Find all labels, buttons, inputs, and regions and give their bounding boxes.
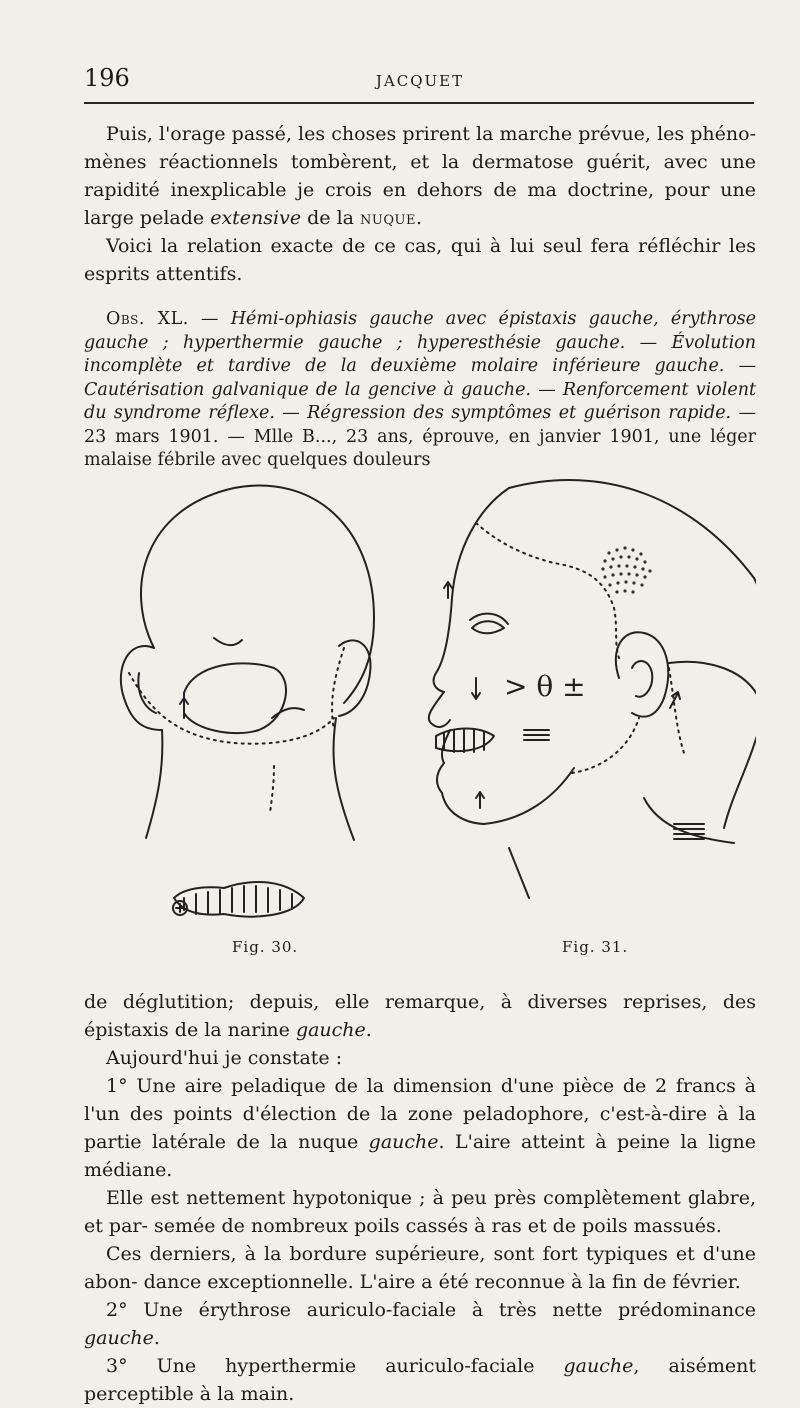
paragraph-hypotonic (84, 1184, 756, 1240)
fig31-hatch-jaw (524, 730, 549, 740)
fig31-dotted-lines (476, 523, 684, 773)
fig31-eye (472, 621, 504, 633)
italic-word: extensive (210, 207, 302, 229)
text-fragment: de la narine (174, 1019, 296, 1041)
page-number: 196 (84, 64, 130, 92)
observation-date: — 23 mars 1901. — Mlle B..., 23 ans, (84, 403, 756, 447)
italic-word: gauche (84, 1327, 154, 1349)
fig30-hairline-mark (214, 638, 242, 645)
paragraph-storm (84, 120, 756, 232)
fig30-left-ear (121, 646, 162, 730)
text-fragment: 3° Une hyperthermie auriculo-faciale (106, 1355, 564, 1377)
paragraph-point1 (84, 1072, 756, 1184)
text-fragment: . (415, 207, 423, 229)
text-line: main. (240, 1383, 295, 1405)
observation-heading (84, 308, 756, 473)
fig31-skull-outline (509, 480, 756, 828)
fig30-neck-left (146, 730, 162, 838)
text-line: 1° Une aire peladique de la dimension d'une pièce de 2 francs à l'un des (84, 1075, 756, 1125)
fig31-ear-inner (632, 661, 652, 697)
fig30-teeth (173, 882, 304, 917)
text-line: rapidité inexplicable je crois en dehors de ma doctrine, pour une (84, 179, 756, 201)
text-line: Ces derniers, à la bordure supérieure, sont fort typiques et d'une abon- (84, 1243, 756, 1293)
figures-drawing (84, 468, 756, 968)
fig30-neck-right (333, 718, 354, 840)
paragraph-point2 (84, 1296, 756, 1352)
smallcaps-word: nuque (360, 207, 416, 229)
figures-area (84, 468, 756, 968)
observation-label: Obs. XL. (106, 309, 189, 329)
text-line: Aujourd'hui je constate : (106, 1047, 343, 1069)
fig31-cheek-arrow-icon (472, 678, 480, 699)
italic-word: gauche (295, 1019, 366, 1041)
fig31-alopecia-patch (601, 546, 651, 593)
observation-body-line: éprouve, en janvier 1901, une léger malaise fébrile avec quelques douleurs (84, 426, 756, 470)
text-line: de déglutition; depuis, elle remarque, à diverses reprises, des épistaxis (84, 991, 756, 1041)
header-rule (84, 102, 754, 104)
paragraph-point3 (84, 1352, 756, 1408)
figure-31-caption: Fig. 31. (562, 938, 629, 956)
text-line: large pelade (84, 207, 211, 229)
text-line: Puis, l'orage passé, les choses prirent la marche prévue, les phéno- (106, 123, 756, 145)
text-line: Voici la relation exacte de ce cas, qui à lui seul fera réfléchir les (106, 235, 756, 257)
text-line: esprits attentifs. (84, 263, 243, 285)
running-title: JACQUET (375, 72, 465, 90)
fig30-alopecia-area (184, 663, 286, 733)
fig31-jaw (484, 768, 574, 824)
observation-block (84, 308, 756, 473)
text-fragment: 2° Une érythrose auriculo-faciale à très nette prédominance (106, 1299, 756, 1321)
continuation-text (84, 988, 756, 1408)
observation-title-line: de la deuxième molaire inférieure gauche. — Cautérisation galvanique de la (84, 356, 756, 400)
text-fragment: la nuque (270, 1131, 369, 1153)
paragraph-deglutition (84, 988, 756, 1044)
observation-title-line: hyperthermie gauche ; hyperesthésie gauche. — Évolution incomplète et tardive (84, 332, 756, 376)
fig31-nose (429, 692, 450, 727)
text-line: points d'élection de la zone peladophore, c'est-à-dire à la partie latérale de (84, 1103, 756, 1153)
text-fragment: . (153, 1327, 160, 1349)
text-fragment: . L'aire atteint à peine la ligne médiane. (84, 1131, 757, 1181)
italic-word: gauche (563, 1355, 634, 1377)
fig31-forehead-arrow-icon (444, 582, 452, 598)
observation-title-line: gencive à gauche. — Renforcement violent du syndrome réflexe. — Régression (84, 379, 756, 423)
opening-text (84, 120, 756, 288)
fig31-forehead (434, 488, 509, 692)
italic-word: gauche (368, 1131, 439, 1153)
text-fragment: . (365, 1019, 372, 1041)
fig31-eyebrow (470, 614, 508, 624)
text-line: dance exceptionnelle. L'aire a été reconnue à la fin de février. (143, 1271, 741, 1293)
paragraph-today (84, 1044, 756, 1072)
observation-title-line: des symptômes et guérison rapide. (413, 403, 732, 423)
fig31-nape-arrow-icon (670, 692, 680, 708)
fig30-skull-outline (141, 486, 374, 703)
text-line: semée de nombreux poils cassés à ras et de poils massués. (153, 1215, 722, 1237)
fig31-symbols: > θ ± (504, 670, 586, 703)
page-header (84, 64, 756, 104)
paragraph-border (84, 1240, 756, 1296)
fig30-head-drawing (121, 486, 374, 840)
text-line: Elle est nettement hypotonique ; à peu près complètement glabre, et par- (84, 1187, 756, 1237)
text-fragment: de la (301, 207, 361, 229)
text-fragment: , aisément perceptible à la (84, 1355, 756, 1405)
fig31-nape-curve (669, 662, 756, 698)
fig30-right-ear (339, 640, 371, 716)
fig31-chin-arrow-icon (476, 792, 484, 808)
observation-title-line: — Hémi-ophiasis gauche avec épistaxis gauche, érythrose gauche ; (84, 309, 757, 353)
fig30-arrow-icon (180, 698, 188, 718)
figure-30-caption: Fig. 30. (232, 938, 299, 956)
fig31-neck (509, 798, 734, 898)
text-line: mènes réactionnels tombèrent, et la dermatose guérit, avec une (84, 151, 756, 173)
paragraph-relation (84, 232, 756, 288)
fig31-ear (616, 632, 668, 716)
fig31-profile-drawing (429, 480, 756, 898)
